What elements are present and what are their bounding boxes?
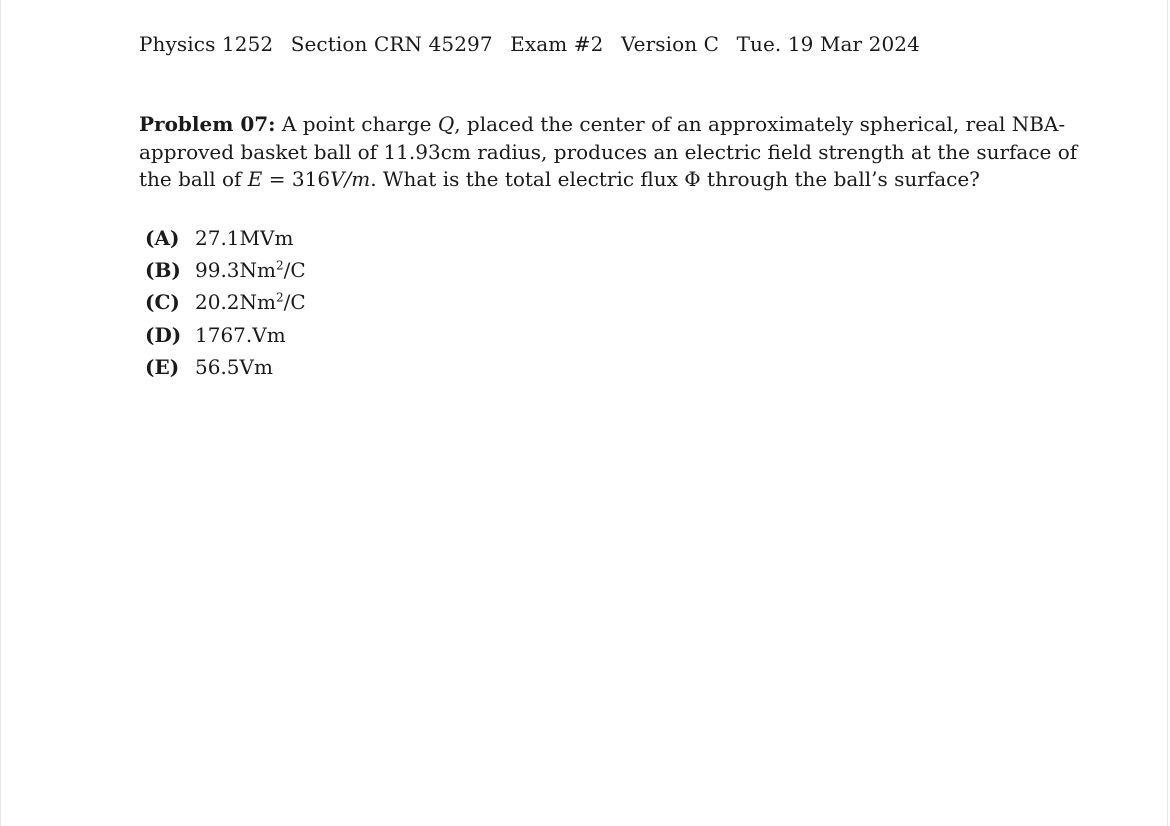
choice-b: [145, 254, 306, 286]
answer-choices: [145, 222, 306, 383]
choice-value: 1767.Vm: [195, 322, 286, 347]
exam-number: Exam #2: [510, 32, 604, 56]
choice-letter: (E): [145, 354, 180, 379]
field-unit: V/m: [330, 167, 371, 191]
exam-date: Tue. 19 Mar 2024: [736, 32, 920, 56]
choice-value: 99.3Nm: [195, 258, 276, 283]
choice-value: 20.2Nm: [195, 290, 276, 315]
choice-a: [145, 222, 306, 254]
problem-text-1b: , placed the center of an approximately spherical, real NBA-: [454, 112, 1066, 136]
choice-unit-tail: /C: [283, 290, 306, 315]
problem-label: Problem 07:: [139, 112, 276, 136]
problem-text-1: A point charge: [281, 112, 432, 136]
choice-letter: (D): [145, 322, 182, 347]
problem-line-3: [139, 166, 1039, 194]
problem-text-3a: the ball of: [139, 167, 242, 191]
problem-line-1: [139, 111, 1066, 139]
choice-d: [145, 319, 306, 351]
choice-value: 56.5Vm: [195, 354, 273, 379]
choice-unit-tail: /C: [283, 258, 306, 283]
field-variable: E: [247, 167, 263, 191]
field-value: = 316: [262, 167, 331, 191]
choice-letter: (C): [145, 290, 180, 315]
choice-letter: (A): [145, 226, 180, 250]
course-name: Physics 1252: [139, 32, 274, 56]
problem-statement: [139, 111, 1078, 194]
choice-exponent: 2: [276, 290, 284, 305]
exam-header: [139, 32, 931, 56]
choice-letter: (B): [145, 258, 181, 283]
choice-exponent: 2: [276, 258, 284, 273]
choice-c: [145, 286, 306, 318]
charge-variable: Q: [437, 112, 455, 136]
choice-value: 27.1MVm: [195, 226, 294, 250]
section-crn: Section CRN 45297: [290, 32, 493, 56]
problem-line-2: approved basket ball of 11.93cm radius, produces an electric field strength at the surface of: [139, 139, 1078, 164]
exam-version: Version C: [620, 32, 720, 56]
choice-e: [145, 351, 306, 383]
problem-text-3b: . What is the total electric flux Φ through the ball’s surface?: [370, 167, 980, 191]
